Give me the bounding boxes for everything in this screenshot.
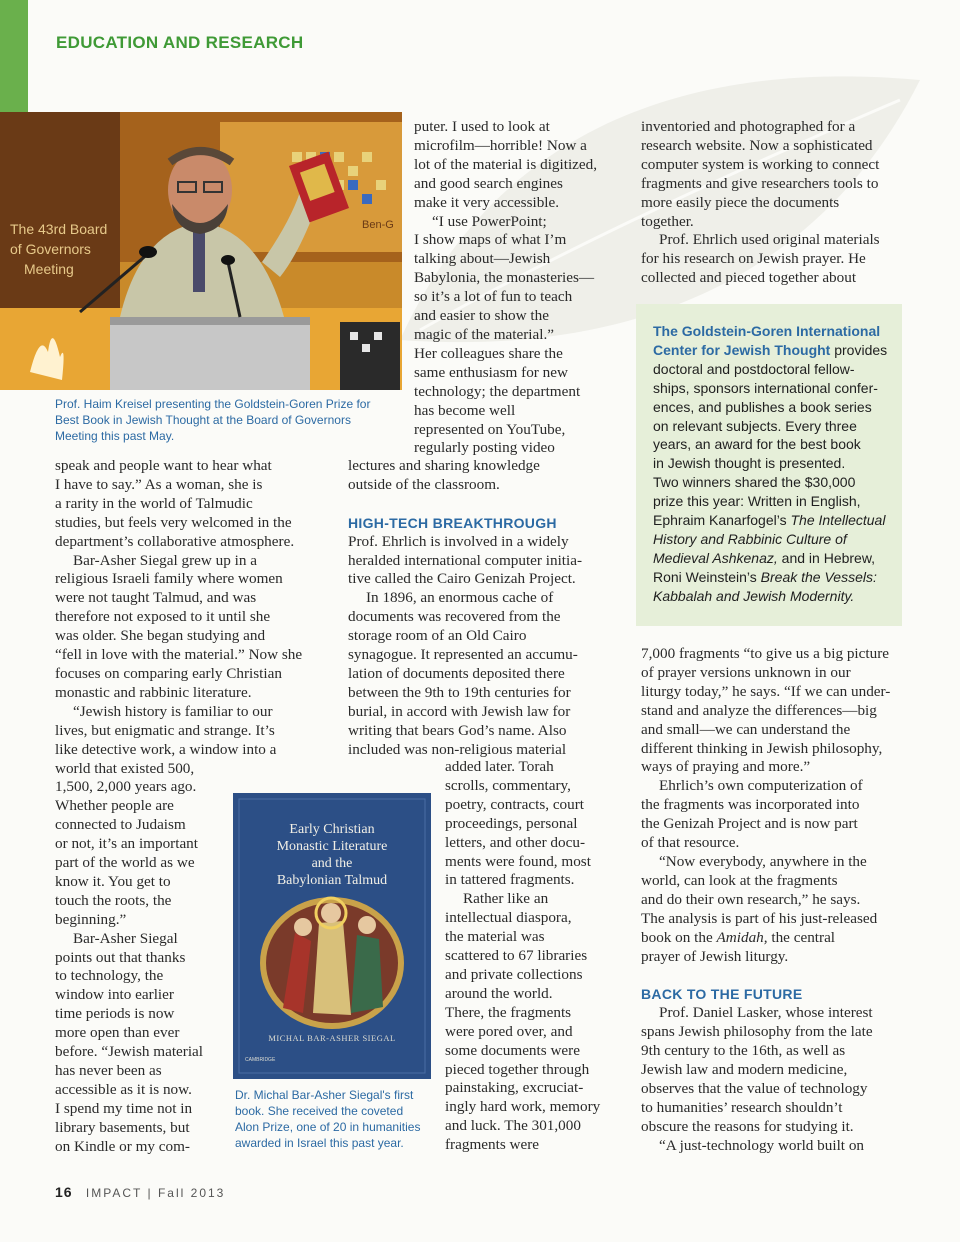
book-title-italic: Medieval Ashkenaz, xyxy=(653,549,778,566)
text-line: scrolls, commentary, xyxy=(445,776,571,794)
text-line: regularly posting video xyxy=(414,439,555,457)
text-line: collected and pieced together about xyxy=(641,269,857,287)
text-line: magic of the material.” xyxy=(414,325,554,343)
text-line: more easily piece the documents xyxy=(641,193,840,211)
text-line: and private collections xyxy=(445,965,583,983)
text-line: window into earlier xyxy=(55,986,174,1004)
text-line: connected to Judaism xyxy=(55,816,186,834)
text-line: Bar-Asher Siegal xyxy=(73,929,178,947)
book-caption: Dr. Michal Bar-Asher Siegal's first book. She received the coveted Alon Prize, one of 20 in humanities awarded in Israel this past year. xyxy=(235,1088,421,1150)
text-line: was older. She began studying and xyxy=(55,627,266,645)
sidebar-text: doctoral and postdoctoral fellow- xyxy=(653,360,855,377)
text-line: ingly hard work, memory xyxy=(445,1098,601,1116)
text-line: were pored over, and xyxy=(445,1022,573,1040)
section-tab xyxy=(0,0,28,112)
text-line: to humanities’ research shouldn’t xyxy=(641,1098,843,1116)
text-line: “I use PowerPoint; xyxy=(432,212,547,230)
text-line: Babylonia, the monasteries— xyxy=(414,269,595,287)
book-title-italic: History and Rabbinic Culture of xyxy=(653,530,847,547)
text-line: In 1896, an enormous cache of xyxy=(366,589,554,607)
text-line: monastic and rabbinic literature. xyxy=(55,683,252,701)
text-line: 9th century to the 16th, as well as xyxy=(641,1042,846,1060)
text-line: poetry, contracts, court xyxy=(445,795,585,813)
text-line: the Genizah Project and is now part xyxy=(641,815,858,833)
text-line: I show maps of what I’m xyxy=(414,231,567,249)
text-line: like detective work, a window into a xyxy=(55,740,277,758)
text-line: Prof. Ehrlich is involved in a widely xyxy=(348,532,569,550)
text-line: I spend my time not in xyxy=(55,1099,193,1117)
text-line: beginning.” xyxy=(55,910,127,928)
text-line: and small—we can understand the xyxy=(641,720,851,738)
text-line: for his research on Jewish prayer. He xyxy=(641,250,866,268)
signage-right: Ben-G xyxy=(362,219,394,231)
text-line: to technology, the xyxy=(55,967,164,985)
text-line: lectures and sharing knowledge xyxy=(348,457,540,474)
text-line: the fragments was incorporated into xyxy=(641,796,860,814)
podium-photo xyxy=(0,112,402,390)
text-line: therefore not exposed to it until she xyxy=(55,608,271,626)
book-title-italic: The Intellectual xyxy=(790,512,886,529)
text-line: I have to say.” As a woman, she is xyxy=(55,475,263,493)
text-line: observes that the value of technology xyxy=(641,1079,868,1097)
text-line: proceedings, personal xyxy=(445,814,578,832)
text-line: Whether people are xyxy=(55,797,174,815)
text-line: time periods is now xyxy=(55,1005,175,1023)
text-line: world, can look at the fragments xyxy=(641,871,838,889)
text-line: or not, it’s an important xyxy=(55,835,198,853)
text-line: accessible as it is now. xyxy=(55,1080,192,1098)
column-2-middle xyxy=(348,457,620,759)
text-line: writing that bears God’s name. Also xyxy=(348,721,567,739)
text-line: of prayer versions unknown in our xyxy=(641,663,851,681)
text-line: pieced together through xyxy=(445,1060,590,1078)
text-line: make it very accessible. xyxy=(414,193,560,211)
sidebar-text: on relevant subjects. Every three xyxy=(653,417,857,434)
book-publisher: CAMBRIDGE xyxy=(245,1057,276,1063)
text-line: of that resource. xyxy=(641,834,740,852)
text-line: intellectual diaspora, xyxy=(445,909,572,927)
text-line: stand and analyze the differences—big xyxy=(641,701,877,719)
photo-caption: Prof. Haim Kreisel presenting the Goldstein-Goren Prize for Best Book in Jewish Thought at the Board of Governors Meeting this past May. xyxy=(55,397,371,443)
text-line: Rather like an xyxy=(463,890,549,908)
text-line: represented on YouTube, xyxy=(414,420,566,438)
sidebar-title: Center for Jewish Thought xyxy=(653,341,831,358)
text-line: talking about—Jewish xyxy=(414,250,551,268)
text-line: lives, but enigmatic and strange. It’s xyxy=(55,721,275,739)
section-heading: HIGH-TECH BREAKTHROUGH xyxy=(348,514,557,531)
text-line: and luck. The 301,000 xyxy=(445,1117,581,1135)
text-line: fragments and give researchers tools to xyxy=(641,174,879,192)
text-line: burial, in accord with Jewish law for xyxy=(348,702,571,720)
text-line: so it’s a lot of fun to teach xyxy=(414,288,573,306)
book-title-italic: Kabbalah and Jewish Modernity. xyxy=(653,587,855,604)
text-line: “fell in love with the material.” Now she xyxy=(55,646,303,664)
text-line: focuses on comparing early Christian xyxy=(55,664,282,682)
signage-line3: Meeting xyxy=(24,261,74,277)
text-line: around the world. xyxy=(445,984,553,1002)
column-2-bottom xyxy=(445,758,625,1155)
sidebar-text: provides xyxy=(830,341,888,358)
text-line: There, the fragments xyxy=(445,1003,572,1021)
text-line: same enthusiasm for new xyxy=(414,363,568,381)
text-line: ways of praying and more.” xyxy=(641,758,811,776)
text-line: synagogue. It represented an accumu- xyxy=(348,646,578,664)
text-line: the material was xyxy=(445,928,545,946)
text-line: liturgy today,” he says. “If we can under- xyxy=(641,682,891,700)
text-line: Ehrlich’s own computerization of xyxy=(659,777,863,795)
text-line: scattered to 67 libraries xyxy=(445,947,588,965)
text-line: lation of documents deposited there xyxy=(348,664,565,682)
text-line: “A just-technology world built on xyxy=(659,1136,865,1154)
text-line: department’s collaborative atmosphere. xyxy=(55,532,295,550)
text-line: different thinking in Jewish philosophy, xyxy=(641,739,883,757)
text-line: 7,000 fragments “to give us a big picture xyxy=(641,645,889,662)
text-line: heralded international computer initia- xyxy=(348,551,583,569)
text-line: has never been as xyxy=(55,1062,162,1079)
page-footer xyxy=(55,1184,225,1200)
text-line: and easier to show the xyxy=(414,307,549,325)
signage-line2: of Governors xyxy=(10,241,91,257)
sidebar-text: Two winners shared the $30,000 xyxy=(653,474,856,491)
text-line: a rarity in the world of Talmudic xyxy=(55,494,253,512)
text-line: added later. Torah xyxy=(445,758,554,775)
sidebar-text: Ephraim Kanarfogel’s xyxy=(653,512,791,529)
book-title-italic: Break the Vessels: xyxy=(760,568,877,585)
book-cover xyxy=(233,793,431,1079)
text-line: library basements, but xyxy=(55,1118,190,1136)
footer-separator: | xyxy=(147,1186,153,1200)
text-line: outside of the classroom. xyxy=(348,475,500,493)
text-line: included was non-religious material xyxy=(348,740,567,758)
sidebar-text: and in Hebrew, xyxy=(777,549,876,566)
publication-name: IMPACT xyxy=(85,1186,143,1200)
text-line: part of the world as we xyxy=(55,854,195,872)
sidebar-text: prize this year: Written in English, xyxy=(653,493,861,510)
text-line: before. “Jewish material xyxy=(55,1043,204,1061)
issue-label: Fall 2013 xyxy=(157,1186,226,1200)
column-2-top xyxy=(414,118,619,458)
text-line: prayer of Jewish liturgy. xyxy=(641,947,789,965)
text-line: in tattered fragments. xyxy=(445,871,575,889)
text-line: on Kindle or my com- xyxy=(55,1137,190,1155)
text-line: were not taught Talmud, and was xyxy=(55,589,257,607)
sidebar-text: ences, and publishes a book series xyxy=(653,398,872,415)
text-line: touch the roots, the xyxy=(55,891,172,909)
column-3-top xyxy=(641,118,909,288)
text-line: “Jewish history is familiar to our xyxy=(73,702,273,720)
text-line: lot of the material is digitized, xyxy=(414,155,598,173)
sidebar-text: in Jewish thought is presented. xyxy=(653,455,846,472)
text-line: technology; the department xyxy=(414,382,581,400)
book-title-line: and the xyxy=(311,856,353,871)
text-line: 1,500, 2,000 years ago. xyxy=(55,778,197,796)
text-line: and good search engines xyxy=(414,174,563,192)
text-line: spans Jewish philosophy from the late xyxy=(641,1023,873,1041)
sidebar-text: ships, sponsors international confer- xyxy=(653,379,878,396)
text-line: letters, and other docu- xyxy=(445,833,586,851)
text-line: ments were found, most xyxy=(445,852,591,870)
text-line: Jewish law and modern medicine, xyxy=(641,1060,848,1078)
sidebar-title: The Goldstein-Goren International xyxy=(653,323,881,339)
text-line: some documents were xyxy=(445,1041,580,1059)
text-line: studies, but feels very welcomed in the xyxy=(55,513,292,531)
text-italic: Amidah, xyxy=(716,928,768,946)
section-heading: BACK TO THE FUTURE xyxy=(641,986,803,1003)
text-line: documents was recovered from the xyxy=(348,608,561,626)
book-author: MICHAL BAR-ASHER SIEGAL xyxy=(268,1033,396,1043)
sidebar-box xyxy=(636,304,902,626)
text-line: more open than ever xyxy=(55,1024,180,1042)
book-title-line: Babylonian Talmud xyxy=(276,873,388,888)
text-line: and do their own research,” he says. xyxy=(641,890,861,908)
text-line: Her colleagues share the xyxy=(414,344,563,362)
text-line: know it. You get to xyxy=(55,872,171,890)
text-line: The analysis is part of his just-released xyxy=(641,909,878,927)
text-line: together. xyxy=(641,212,694,230)
text-line: microfilm—horrible! Now a xyxy=(414,136,587,154)
text-line: painstaking, excruciat- xyxy=(445,1079,584,1097)
text-line: Bar-Asher Siegal grew up in a xyxy=(73,551,257,569)
text-line: tive called the Cairo Genizah Project. xyxy=(348,570,576,588)
section-label: EDUCATION AND RESEARCH xyxy=(56,33,304,52)
text-line: fragments were xyxy=(445,1136,540,1154)
text-line: computer system is working to connect xyxy=(641,155,880,173)
text-line: storage room of an Old Cairo xyxy=(348,627,527,645)
sidebar-text: years, an award for the best book xyxy=(653,436,861,453)
text-line: research website. Now a sophisticated xyxy=(641,136,873,154)
book-title-line: Monastic Literature xyxy=(276,839,388,854)
text-line: between the 9th to 19th centuries for xyxy=(348,683,571,701)
text-line: has become well xyxy=(414,401,516,419)
page-number: 16 xyxy=(55,1184,73,1200)
book-title-line: Early Christian xyxy=(289,822,375,837)
text-line: puter. I used to look at xyxy=(414,118,550,135)
signage-line1: The 43rd Board xyxy=(10,221,108,237)
text-line: book on the xyxy=(641,928,717,946)
text-line: speak and people want to hear what xyxy=(55,457,272,474)
text-line: points out that thanks xyxy=(55,948,186,966)
text-line: obscure the reasons for studying it. xyxy=(641,1117,854,1135)
text-line: inventoried and photographed for a xyxy=(641,118,856,135)
text-line: “Now everybody, anywhere in the xyxy=(659,852,867,870)
sidebar-text: Roni Weinstein’s xyxy=(653,568,761,585)
text-line: religious Israeli family where women xyxy=(55,570,283,588)
text-line: Prof. Daniel Lasker, whose interest xyxy=(659,1004,873,1022)
text-line: Prof. Ehrlich used original materials xyxy=(659,231,880,249)
text-line: world that existed 500, xyxy=(55,759,195,777)
column-3-bottom xyxy=(641,645,913,1155)
text-line: the central xyxy=(767,928,836,946)
